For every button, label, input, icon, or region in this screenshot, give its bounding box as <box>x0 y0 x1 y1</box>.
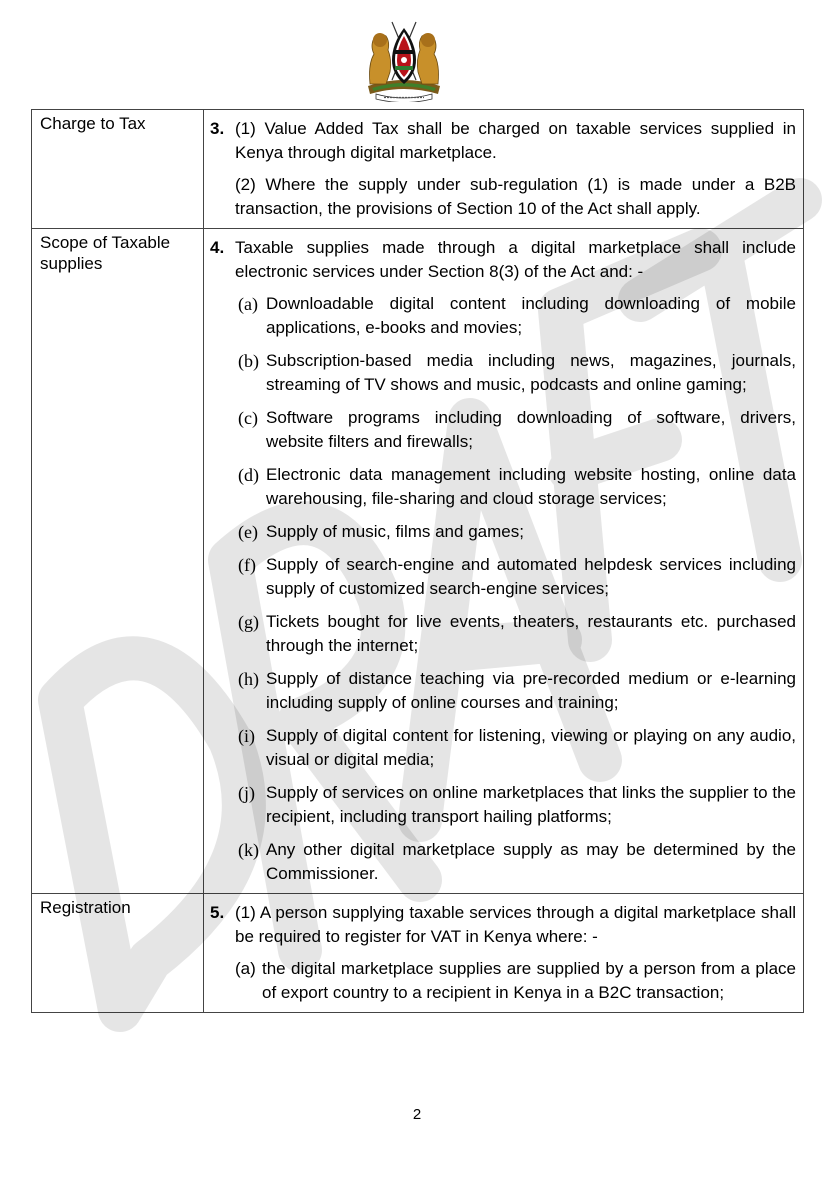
item-key: (a) <box>235 959 256 978</box>
list-item <box>238 667 796 715</box>
item-text: Supply of search-engine and automated helpdesk services including supply of customized search-engine services; <box>266 555 796 598</box>
paragraph-3 <box>210 117 796 165</box>
paragraph-number: 5. <box>210 903 225 922</box>
item-text: Software programs including downloading of software, drivers, website filters and firewalls; <box>266 408 796 451</box>
kenya-coat-of-arms-icon <box>362 14 446 102</box>
list-item <box>238 724 796 772</box>
list-item <box>238 520 796 544</box>
list-item <box>238 292 796 340</box>
item-text: Electronic data management including website hosting, online data warehousing, file-sharing and cloud storage services; <box>266 465 796 508</box>
paragraph-number: 3. <box>210 119 225 138</box>
item-key: (b) <box>238 351 259 371</box>
row-label: Scope of Taxable supplies <box>32 229 204 894</box>
item-key: (i) <box>238 726 255 746</box>
item-text: the digital marketplace supplies are supplied by a person from a place of export country to a recipient in Kenya in a B2C transaction; <box>262 959 796 1002</box>
row-label: Charge to Tax <box>32 110 204 229</box>
row-registration <box>32 894 804 1013</box>
item-key: (h) <box>238 669 259 689</box>
list-item <box>238 553 796 601</box>
sub-paragraph-2: (2) Where the supply under sub-regulation (1) is made under a B2B transaction, the provisions of Section 10 of the Act shall apply. <box>235 175 796 218</box>
paragraph-text: Taxable supplies made through a digital marketplace shall include electronic services under Section 8(3) of the Act and: - <box>235 238 796 281</box>
item-key: (f) <box>238 555 256 575</box>
registration-condition-a <box>235 957 796 1005</box>
list-item <box>238 349 796 397</box>
paragraph-number: 4. <box>210 238 225 257</box>
list-item <box>238 463 796 511</box>
paragraph-text: (1) A person supplying taxable services through a digital marketplace shall be required to register for VAT in Kenya where: - <box>235 903 796 946</box>
item-text: Supply of distance teaching via pre-recorded medium or e-learning including supply of online courses and training; <box>266 669 796 712</box>
item-key: (c) <box>238 408 258 428</box>
row-body <box>204 894 804 1013</box>
row-body <box>204 110 804 229</box>
row-scope-of-taxable-supplies <box>32 229 804 894</box>
paragraph-5 <box>210 901 796 949</box>
paragraph-text: (1) Value Added Tax shall be charged on taxable services supplied in Kenya through digital marketplace. <box>235 119 796 162</box>
row-label: Registration <box>32 894 204 1013</box>
list-item <box>238 610 796 658</box>
row-body <box>204 229 804 894</box>
item-key: (d) <box>238 465 259 485</box>
list-item <box>238 406 796 454</box>
paragraph-4 <box>210 236 796 284</box>
item-key: (k) <box>238 840 259 860</box>
list-item <box>238 838 796 886</box>
list-item <box>238 781 796 829</box>
supplies-list <box>238 292 796 886</box>
item-text: Supply of music, films and games; <box>266 522 524 541</box>
item-key: (g) <box>238 612 259 632</box>
item-text: Supply of services on online marketplaces that links the supplier to the recipient, including transport hailing platforms; <box>266 783 796 826</box>
item-text: Supply of digital content for listening, viewing or playing on any audio, visual or digital media; <box>266 726 796 769</box>
item-text: Subscription-based media including news, magazines, journals, streaming of TV shows and music, podcasts and online gaming; <box>266 351 796 394</box>
regulations-table <box>31 109 804 1013</box>
item-key: (e) <box>238 522 258 542</box>
item-key: (a) <box>238 294 258 314</box>
item-text: Tickets bought for live events, theaters, restaurants etc. purchased through the internet; <box>266 612 796 655</box>
page-number: 2 <box>412 1106 422 1123</box>
item-text: Any other digital marketplace supply as may be determined by the Commissioner. <box>266 840 796 883</box>
row-charge-to-tax <box>32 110 804 229</box>
item-key: (j) <box>238 783 255 803</box>
item-text: Downloadable digital content including downloading of mobile applications, e-books and movies; <box>266 294 796 337</box>
